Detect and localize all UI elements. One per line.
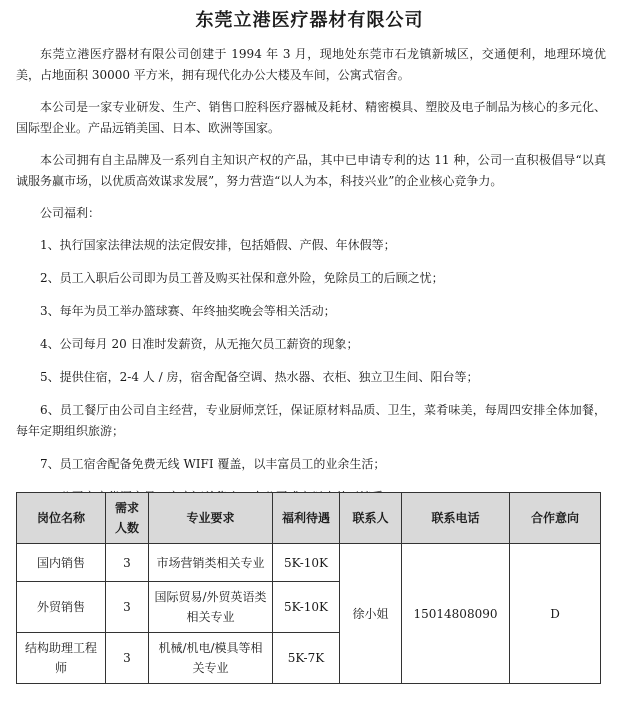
cell-position: 国内销售 xyxy=(17,544,106,582)
header-phone: 联系电话 xyxy=(402,493,510,544)
company-title: 东莞立港医疗器材有限公司 xyxy=(195,10,424,31)
intro-paragraph: 东莞立港医疗器材有限公司创建于 1994 年 3 月，现地处东莞市石龙镇新城区，交通便利，地理环境优美，占地面积 30000 平方米，拥有现代化办公大楼及车间，公寓式宿舍。 xyxy=(16,47,606,82)
cell-position: 结构助理工程师 xyxy=(17,633,106,684)
cell-requirement: 机械/机电/模具等相关专业 xyxy=(149,633,273,684)
cell-salary: 5K-10K xyxy=(273,582,340,633)
cell-count: 3 xyxy=(106,544,149,582)
cell-count: 3 xyxy=(106,582,149,633)
welfare-item: 7、员工宿舍配备免费无线 WIFI 覆盖，以丰富员工的业余生活； xyxy=(40,457,386,471)
cell-contact: 徐小姐 xyxy=(340,544,402,684)
header-count: 需求人数 xyxy=(106,493,149,544)
welfare-item: 6、员工餐厅由公司自主经营，专业厨师烹饪，保证原材料品质、卫生，菜肴味美，每周四安排全体加餐，每年定期组织旅游； xyxy=(16,403,606,438)
business-paragraph: 本公司是一家专业研发、生产、销售口腔科医疗器械及耗材、精密模具、塑胶及电子制品为核心的多元化、国际型企业。产品远销美国、日本、欧洲等国家。 xyxy=(16,100,606,135)
cell-count: 3 xyxy=(106,633,149,684)
cell-salary: 5K-7K xyxy=(273,633,340,684)
cell-salary: 5K-10K xyxy=(273,544,340,582)
welfare-item: 1、执行国家法律法规的法定假安排，包括婚假、产假、年休假等； xyxy=(40,238,396,252)
welfare-heading: 公司福利： xyxy=(40,206,101,220)
header-intent: 合作意向 xyxy=(510,493,601,544)
cell-intent: D xyxy=(510,544,601,684)
document-body xyxy=(16,44,606,520)
header-salary: 福利待遇 xyxy=(273,493,340,544)
cell-requirement: 国际贸易/外贸英语类相关专业 xyxy=(149,582,273,633)
cell-requirement: 市场营销类相关专业 xyxy=(149,544,273,582)
welfare-item: 3、每年为员工举办篮球赛、年终抽奖晚会等相关活动； xyxy=(40,304,336,318)
job-table xyxy=(16,492,601,684)
cell-position: 外贸销售 xyxy=(17,582,106,633)
header-contact: 联系人 xyxy=(340,493,402,544)
table-row xyxy=(17,544,601,582)
welfare-item: 5、提供住宿，2-4 人 / 房，宿舍配备空调、热水器、衣柜、独立卫生间、阳台等； xyxy=(40,370,479,384)
table-header-row xyxy=(17,493,601,544)
welfare-item: 2、员工入职后公司即为员工普及购买社保和意外险，免除员工的后顾之忧； xyxy=(40,271,444,285)
header-requirement: 专业要求 xyxy=(149,493,273,544)
cell-phone: 15014808090 xyxy=(402,544,510,684)
brand-paragraph: 本公司拥有自主品牌及一系列自主知识产权的产品，其中已申请专利的达 11 种，公司一直积极倡导“以真诚服务赢市场，以优质高效谋求发展”，努力营造“以人为本，科技兴业”的企业核心竞争力。 xyxy=(16,153,606,188)
welfare-item: 4、公司每月 20 日准时发薪资，从无拖欠员工薪资的现象； xyxy=(40,337,359,351)
header-position: 岗位名称 xyxy=(17,493,106,544)
